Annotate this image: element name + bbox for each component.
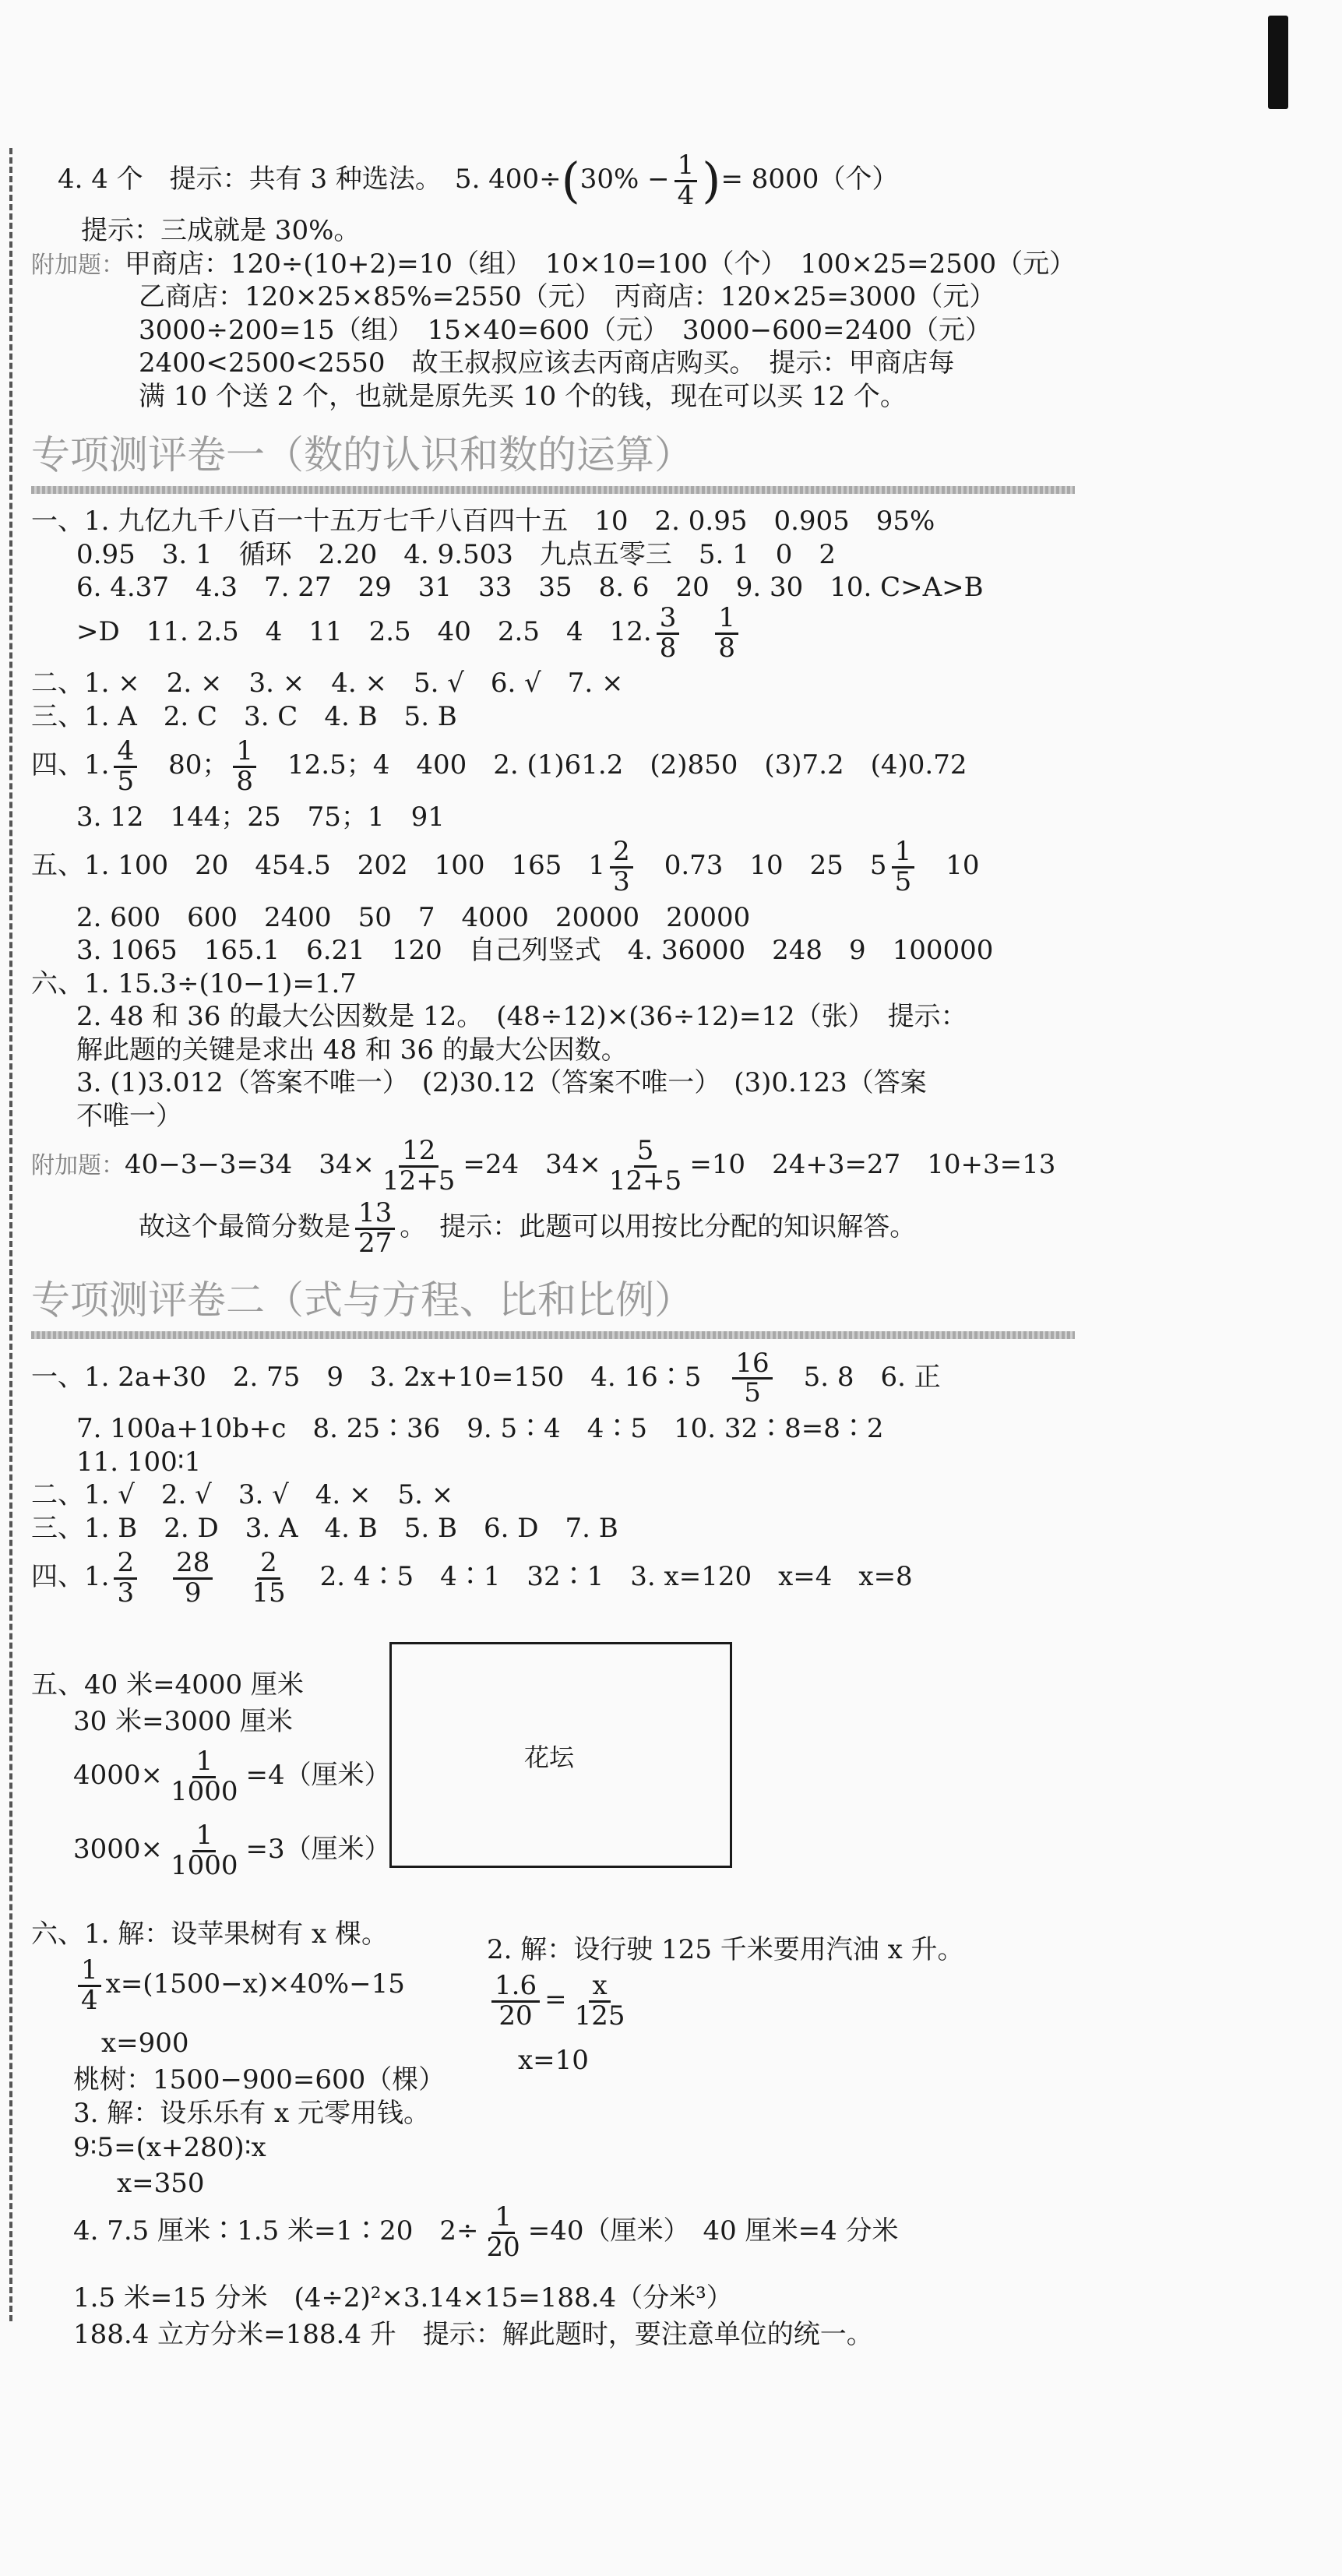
text: =3（厘米） [245,1834,391,1866]
s1-q5-line-3: 3. 1065 165.1 6.21 120 自己列竖式 4. 36000 248 9 100000 [76,935,994,966]
s2-q6-line-3: x=900 [101,2028,189,2059]
fraction [610,838,633,896]
fraction [572,1972,629,2030]
s2-q2: 二、1. √ 2. √ 3. √ 4. × 5. × [31,1479,454,1511]
text: 五、1. 100 20 454.5 202 100 165 1 [31,850,606,882]
fraction [173,1549,213,1607]
fraction [484,2201,523,2263]
fraction [606,1137,685,1195]
top-line-3 [31,248,1090,281]
text: = 8000（个） [720,164,899,196]
section-1-heading [31,424,1067,477]
numerator: 4 [114,738,137,768]
numerator: 2 [257,1549,280,1580]
s2-q1-line-3: 11. 100∶1 [76,1446,202,1478]
text: =10 24+3=27 10+3=13 [689,1149,1056,1181]
s2-q5-line-3 [73,1748,391,1806]
s1-q6-line-3: 解此题的关键是求出 48 和 36 的最大公因数。 [76,1034,628,1066]
numerator: 1 [78,1957,101,1987]
denominator: 5 [744,1377,761,1409]
bonus-label: 附加题： [31,1152,125,1180]
s1-bonus-line-2 [31,1197,1090,1260]
numerator: 13 [355,1200,395,1230]
fraction [233,735,256,797]
fraction [892,838,915,896]
text: 4. 7.5 厘米∶1.5 米=1∶20 2÷ [73,2215,479,2247]
s2-q6-line-8 [73,2201,899,2263]
section-divider [31,486,1075,494]
text: 40−3−3=34 34× [125,1149,375,1181]
s1-q3: 三、1. A 2. C 3. C 4. B 5. B [31,700,457,732]
top-line-1 [31,152,1090,210]
answer-content [31,152,1090,1608]
numerator: 3 [657,604,680,635]
numerator: 2 [114,1549,137,1580]
s1-q6-line-2: 2. 48 和 36 的最大公因数是 12。 (48÷12)×(36÷12)=12（张） 提示： [76,1001,967,1032]
s1-q1-line-3: 6. 4.37 4.3 7. 27 29 31 33 35 8. 6 20 9. 30 10. C>A>B [76,572,984,604]
bonus-label: 附加题： [31,251,125,279]
numerator: 12 [399,1137,439,1168]
s1-q5-line-1 [31,838,1090,896]
text: 80； [168,749,229,781]
numerator: 1 [192,1822,216,1852]
page-edge-shadow [1268,16,1288,109]
text: 4000× [73,1760,164,1792]
denominator: 5 [117,765,135,797]
s1-q1-line-2: 0.95 3. 1 循环 2.20 4. 9.503 九点五零三 5. 1 0 2 [76,538,837,570]
denominator: 3 [117,1577,135,1609]
denominator: 12+5 [608,1165,682,1196]
paren: ( [561,152,580,210]
text: 2. 4∶5 4∶1 32∶1 3. x=120 x=4 x=8 [319,1561,913,1593]
s2-q5-line-1: 五、40 米=4000 厘米 [31,1669,304,1700]
numerator: 1 [233,738,256,768]
text: 四、1. [31,1561,110,1593]
s2-q6-right-line-1: 2. 解：设行驶 125 千米要用汽油 x 升。 [487,1934,964,1965]
s2-q6-line-10: 188.4 立方分米=188.4 升 提示：解此题时，要注意单位的统一。 [73,2319,873,2350]
s1-q6-line-4: 3. (1)3.012（答案不唯一） (2)30.12（答案不唯一） (3)0.123（答案 [76,1067,927,1098]
s2-q5-line-2: 30 米=3000 厘米 [73,1706,293,1737]
flower-bed-rectangle [389,1642,732,1868]
text: >D 11. 2.5 4 11 2.5 40 2.5 4 12. [76,616,652,648]
text: 四、1. [31,749,110,781]
s2-q6-line-6: 9∶5=(x+280)∶x [73,2132,266,2163]
denominator: 5 [894,865,912,897]
s2-q6-right-line-2 [487,1972,632,2030]
fraction [248,1549,288,1607]
numerator: x [589,1972,610,2003]
denominator: 125 [574,2000,625,2032]
s2-q6-line-2 [73,1954,405,2016]
denominator: 8 [659,632,677,664]
numerator: 16 [732,1350,772,1380]
binding-dashed-line [9,148,12,2321]
fraction [657,601,680,664]
fraction [379,1137,458,1195]
text: 一、1. 2a+30 2. 75 9 3. 2x+10=150 4. 16∶5 [31,1361,702,1393]
denominator: 12+5 [382,1165,456,1196]
text: 12.5；4 400 2. (1)61.2 (2)850 (3)7.2 (4)0.72 [287,749,967,781]
numerator: 5 [634,1137,657,1168]
section-2-heading [31,1269,1067,1322]
numerator: 2 [610,838,633,869]
top-line-6: 2400<2500<2550 故王叔叔应该去丙商店购买。 提示：甲商店每 [139,347,955,379]
text: =4（厘米） [245,1760,391,1792]
top-line-5: 3000÷200=15（组） 15×40=600（元） 3000−600=2400（元） [139,314,992,346]
s1-q6-line-1: 六、1. 15.3÷(10−1)=1.7 [31,967,357,999]
fraction [491,1972,540,2030]
s2-q6-line-1: 六、1. 解：设苹果树有 x 棵。 [31,1919,389,1950]
text: 5. 8 6. 正 [803,1361,941,1393]
numerator: 1 [675,152,698,182]
s1-q1-line-1: 一、1. 九亿九千八百一十五万七千八百四十五 10 2. 0.95̇ 0.905 95% [31,506,935,537]
text: 甲商店：120÷(10+2)=10（组） 10×10=100（个） 100×25=2500（元） [125,248,1076,280]
s1-q6-line-5: 不唯一） [76,1100,182,1132]
numerator: 1 [892,838,915,869]
text: 。 提示：此题可以用按比分配的知识解答。 [400,1211,917,1243]
denominator: 8 [236,765,253,797]
text: 故这个最简分数是 [139,1211,350,1243]
text: 4. 4 个 提示：共有 3 种选法。 5. 400÷ [58,164,562,196]
fraction [167,1822,241,1880]
denominator: 1000 [171,1849,238,1881]
text: 10 [946,850,980,882]
s2-q6-line-7: x=350 [117,2168,205,2199]
denominator: 4 [677,179,695,211]
fraction [114,1549,137,1607]
text: 0.73 10 25 5 [664,850,887,882]
top-line-7: 满 10 个送 2 个，也就是原先买 10 个的钱，现在可以买 12 个。 [139,380,907,412]
denominator: 9 [184,1577,202,1609]
numerator: 1 [491,2204,515,2234]
fraction [78,1954,101,2016]
paren: ) [702,152,721,210]
numerator: 1.6 [491,1972,540,2003]
fraction [675,152,698,210]
numerator: 28 [173,1549,213,1580]
numerator: 1 [192,1748,216,1778]
denominator: 3 [613,865,630,897]
denominator: 8 [718,632,735,664]
numerator: 1 [715,604,738,635]
s2-q1-line-1 [31,1347,1090,1409]
s1-q2: 二、1. × 2. × 3. × 4. × 5. √ 6. √ 7. × [31,668,624,700]
text: 30% − [579,164,670,196]
section-title: 专项测评卷一（数的认识和数的运算） [31,432,693,478]
s1-q4-line-1 [31,735,1090,797]
s2-q6-line-4: 桃树：1500−900=600（棵） [73,2064,446,2095]
fraction [167,1748,241,1806]
s2-q6-line-5: 3. 解：设乐乐有 x 元零用钱。 [73,2098,431,2129]
section-title: 专项测评卷二（式与方程、比和比例） [31,1277,693,1323]
s2-q5-line-4 [73,1822,391,1880]
flower-bed-label: 花坛 [524,1743,575,1772]
s1-q5-line-2: 2. 600 600 2400 50 7 4000 20000 20000 [76,901,751,933]
fraction [114,735,137,797]
denominator: 27 [358,1228,393,1260]
denominator: 4 [81,1984,98,2016]
s2-q1-line-2: 7. 100a+10b+c 8. 25∶36 9. 5∶4 4∶5 10. 32∶8=8∶2 [76,1413,884,1445]
s1-q4-line-2: 3. 12 144；25 75；1 91 [76,801,445,833]
denominator: 20 [498,2000,533,2032]
s2-q6-line-9: 1.5 米=15 分米 (4÷2)²×3.14×15=188.4（分米³） [73,2282,733,2313]
top-line-2: 提示：三成就是 30%。 [81,215,361,247]
s1-bonus-line-1 [31,1137,1090,1195]
text: 3000× [73,1834,164,1866]
text: = [544,1984,567,2016]
denominator: 1000 [171,1775,238,1807]
top-line-4: 乙商店：120×25×85%=2550（元） 丙商店：120×25=3000（元） [139,281,996,313]
s2-q3: 三、1. B 2. D 3. A 4. B 5. B 6. D 7. B [31,1512,618,1544]
s2-q4 [31,1549,1090,1607]
section-divider [31,1331,1075,1339]
denominator: 15 [252,1577,286,1609]
text: =24 34× [463,1149,601,1181]
s2-q6-right-line-3: x=10 [518,2045,589,2076]
fraction [715,601,738,664]
denominator: 20 [486,2231,520,2263]
fraction [732,1347,772,1409]
fraction [355,1197,395,1260]
text: =40（厘米） 40 厘米=4 分米 [527,2215,899,2247]
text: x=(1500−x)×40%−15 [105,1968,405,2000]
s1-q1-line-4 [31,601,1090,664]
